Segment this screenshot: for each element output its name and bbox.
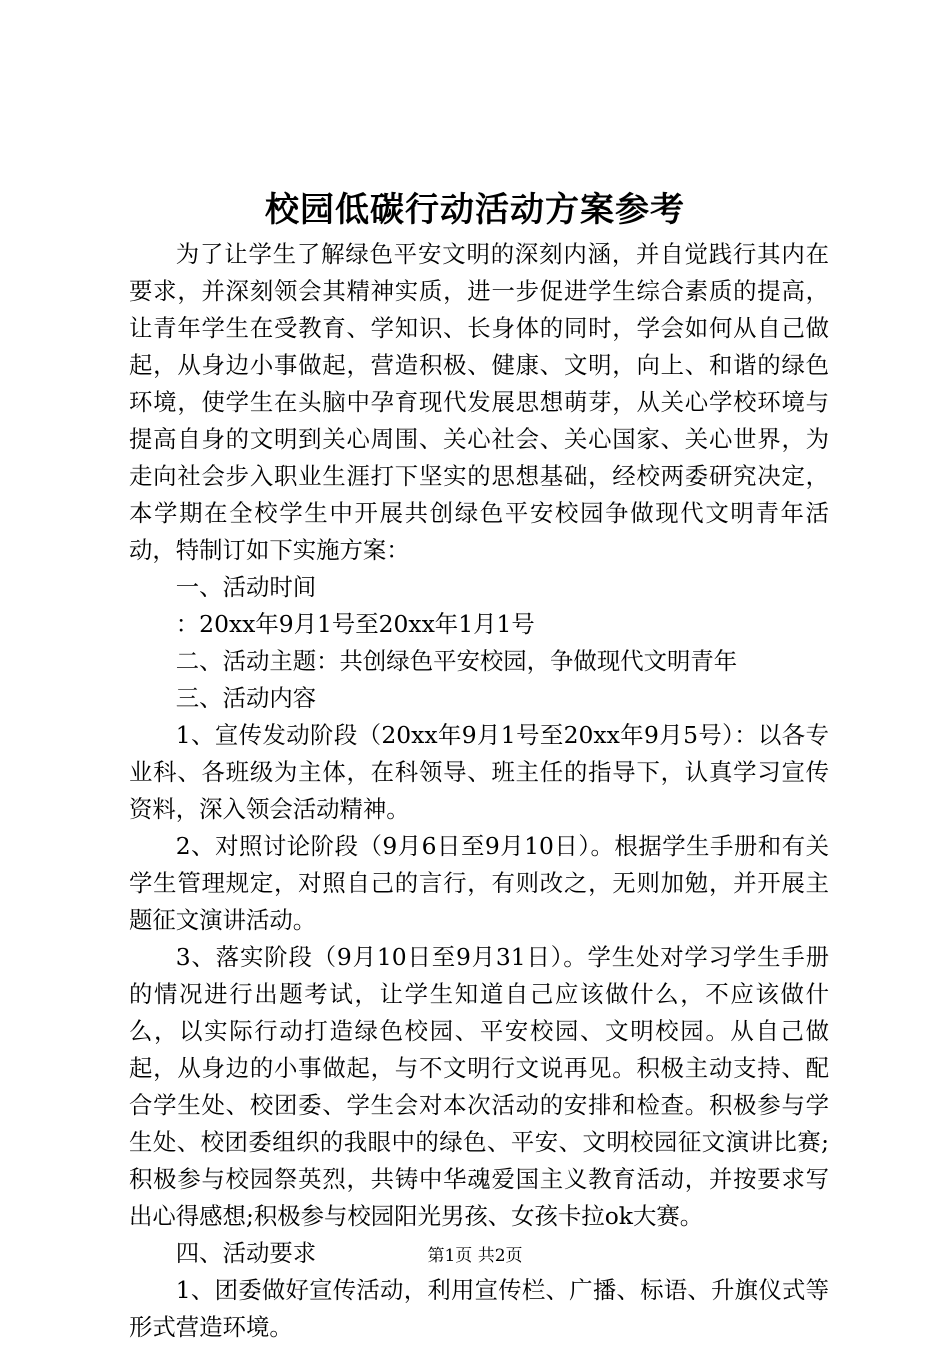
document-title: 校园低碳行动活动方案参考 (265, 190, 685, 230)
requirement-1: 1、团委做好宣传活动，利用宣传栏、广播、标语、升旗仪式等形式营造环境。 (129, 1276, 829, 1341)
document-body (129, 236, 829, 1346)
content-stage-1: 1、宣传发动阶段（20xx年9月1号至20xx年9月5号）：以各专业科、各班级为主体，在科领导、班主任的指导下，认真学习宣传资料，深入领会活动精神。 (129, 721, 829, 823)
section-heading-theme: 二、活动主题：共创绿色平安校园，争做现代文明青年 (175, 647, 738, 675)
section-heading-time: 一、活动时间 (175, 573, 317, 601)
page-number-footer: 第1页 共2页 (427, 1246, 523, 1266)
content-stage-2: 2、对照讨论阶段（9月6日至9月10日）。根据学生手册和有关学生管理规定，对照自己的言行，有则改之，无则加勉，并开展主题征文演讲活动。 (129, 832, 829, 934)
content-stage-3: 3、落实阶段（9月10日至9月31日）。学生处对学习学生手册的情况进行出题考试，让学生知道自己应该做什么，不应该做什么，以实际行动打造绿色校园、平安校园、文明校园。从自己做起，从身边的小事做起，与不文明行文说再见。积极主动支持、配合学生处、校团委、学生会对本次活动的安排和检查。积极参与学生处、校团委组织的我眼中的绿色、平安、文明校园征文演讲比赛;积极参与校园祭英烈，共铸中华魂爱国主义教育活动，并按要求写出心得感想;积极参与校园阳光男孩、女孩卡拉ok大赛。 (129, 943, 829, 1230)
intro-paragraph: 为了让学生了解绿色平安文明的深刻内涵，并自觉践行其内在要求，并深刻领会其精神实质，进一步促进学生综合素质的提高，让青年学生在受教育、学知识、长身体的同时，学会如何从自己做起，从身边小事做起，营造积极、健康、文明，向上、和谐的绿色环境，使学生在头脑中孕育现代发展思想萌芽，从关心学校环境与提高自身的文明到关心周围、关心社会、关心国家、关心世界，为走向社会步入职业生涯打下坚实的思想基础，经校两委研究决定，本学期在全校学生中开展共创绿色平安校园争做现代文明青年活动，特制订如下实施方案： (129, 240, 829, 564)
section-heading-requirements: 四、活动要求 (175, 1239, 317, 1267)
section-heading-content: 三、活动内容 (175, 684, 317, 712)
activity-time-text: ：20xx年9月1号至20xx年1月1号 (175, 610, 535, 638)
